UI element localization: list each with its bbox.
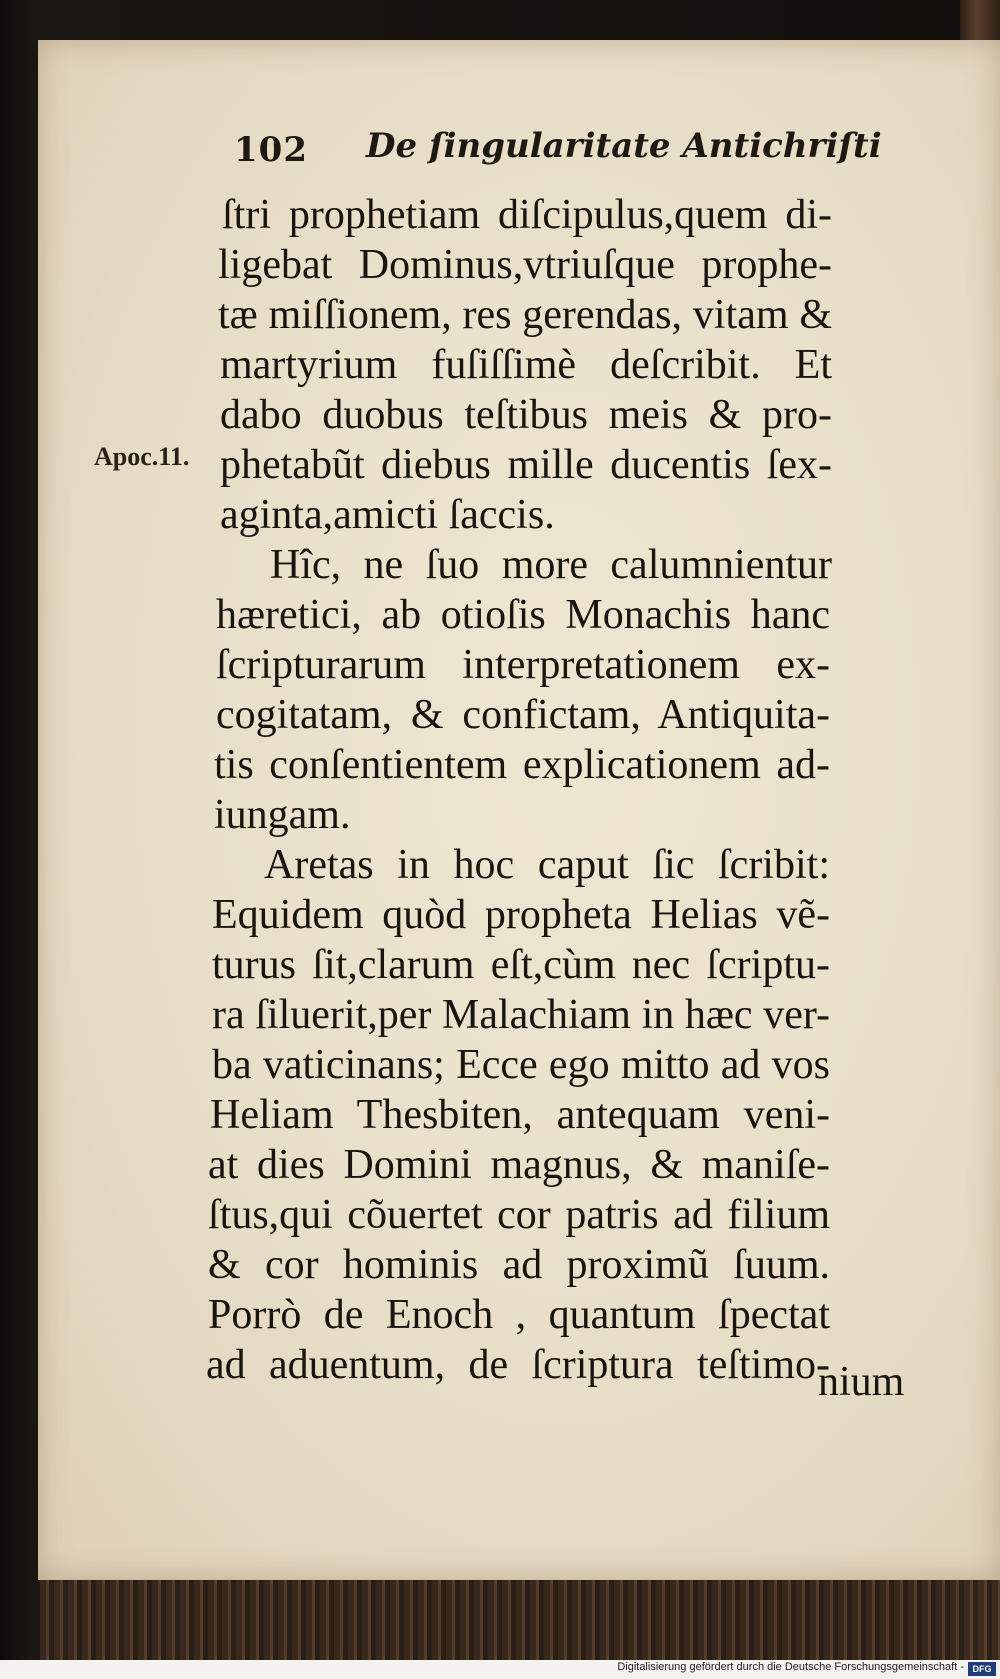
text-line: dabo duobus teſtibus meis & pro- [220, 392, 832, 438]
text-line: ſtus,qui cõuertet cor patris ad filium [208, 1192, 830, 1238]
text-line: aginta,amicti ſaccis. [220, 492, 555, 538]
page-number: 102 [234, 130, 308, 170]
text-line: Heliam Thesbiten, antequam veni- [210, 1092, 830, 1138]
text-line: ra ſiluerit,per Malachiam in hæc ver- [212, 992, 830, 1038]
text-line: cogitatam, & confictam, Antiquita- [216, 692, 830, 738]
text-line: ba vaticinans; Ecce ego mitto ad vos [212, 1042, 830, 1088]
text-line: ſtri prophetiam diſcipulus,quem di- [222, 192, 832, 238]
text-line: Equidem quòd propheta Helias vẽ- [212, 892, 830, 938]
text-line: ligebat Dominus,vtriuſque prophe- [218, 242, 832, 288]
text-line: martyrium fuſiſſimè deſcribit. Et [220, 342, 832, 388]
text-line: turus ſit,clarum eſt,cùm nec ſcriptu- [212, 942, 830, 988]
text-line: ad aduentum, de ſcriptura teſtimo- [206, 1342, 830, 1388]
text-line: tis conſentientem explicationem ad- [214, 742, 830, 788]
catchword: nium [818, 1359, 905, 1405]
text-line: Aretas in hoc caput ſic ſcribit: [264, 842, 830, 888]
text-line: Porrò de Enoch , quantum ſpectat [208, 1292, 830, 1338]
text-line: tæ miſſionem, res gerendas, vitam & [218, 292, 832, 338]
margin-note: Apoc.11. [94, 442, 190, 471]
text-line: at dies Domini magnus, & maniſe- [208, 1142, 830, 1188]
text-line: hæretici, ab otioſis Monachis hanc [216, 592, 830, 638]
page-header [38, 122, 1000, 182]
footer-credit: Digitalisierung gefördert durch die Deutsche Forschungsgemeinschaft - [617, 1661, 964, 1673]
text-line: phetabũt diebus mille ducentis ſex- [220, 442, 832, 488]
text-line: Hîc, ne ſuo more calumnientur [270, 542, 832, 588]
book-page [38, 40, 1000, 1580]
text-line: ſcripturarum interpretationem ex- [216, 642, 830, 688]
text-line: iungam. [214, 792, 351, 838]
running-head: De ſingularitate Antichriſti [366, 126, 882, 166]
dfg-logo: DFG [968, 1662, 996, 1676]
text-line: & cor hominis ad proximũ ſuum. [208, 1242, 830, 1288]
